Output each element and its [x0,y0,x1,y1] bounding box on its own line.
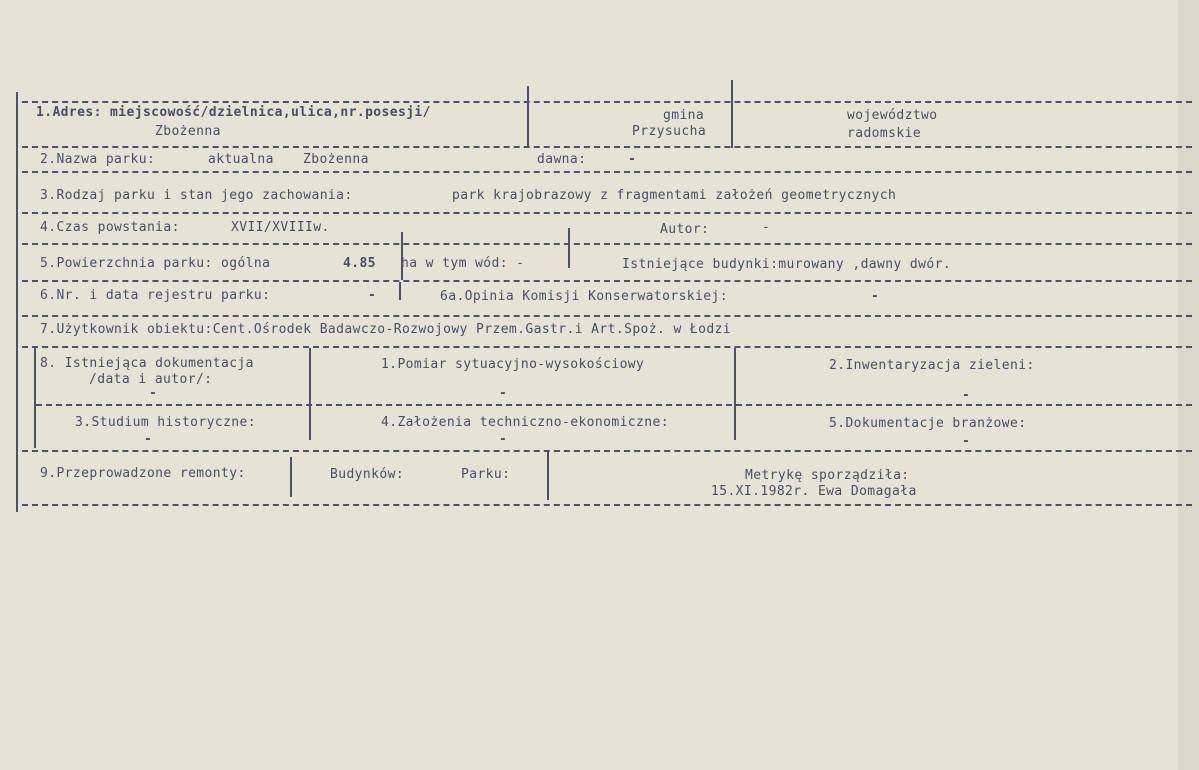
divider-row1-b [731,80,733,148]
existing-documentation-value: - [149,386,158,401]
former-name-label: dawna: [537,152,587,167]
divider-row9-b [547,450,549,500]
prepared-by-value: 15.XI.1982r. Ewa Domagała [711,484,917,499]
divider-row8-b [734,348,736,440]
author-label: Autor: [660,222,710,237]
address-value: Zbożenna [155,124,221,139]
rule-row5-bottom [22,280,1192,282]
current-name-value: Zbożenna [303,152,369,167]
rule-top [22,101,1192,103]
margin-line [16,92,18,512]
buildings-label: Budynków: [330,467,405,482]
greenery-inventory-label: 2.Inwentaryzacja zieleni: [829,358,1035,373]
rule-row3-bottom [22,212,1192,214]
park-type-label: 3.Rodzaj parku i stan jego zachowania: [40,188,353,203]
historical-study-label: 3.Studium historyczne: [75,415,256,430]
rule-row1-bottom [22,146,1192,148]
technical-assumptions-value: - [499,432,508,447]
park-label: Parku: [461,467,511,482]
register-label: 6.Nr. i data rejestru parku: [40,288,271,303]
area-label: 5.Powierzchnia parku: ogólna [40,256,271,271]
current-name-label: aktualna [208,152,274,167]
divider-row8-a [309,348,311,440]
gmina-value: Przysucha [632,124,707,139]
divider-row5-b [568,228,570,268]
water-area: ha w tym wód: - [401,256,525,271]
voivodeship-label: województwo [847,108,938,123]
card-edge [1178,0,1199,770]
rule-row8-middle [36,404,1192,406]
register-value: - [368,288,377,303]
existing-documentation-label: 8. Istniejąca dokumentacja [40,356,254,371]
rule-row2-bottom [22,171,1192,173]
divider-row8-left [34,348,36,448]
creation-time-value: XVII/XVIIIw. [231,220,330,235]
branch-documentation-value: - [962,434,971,449]
gmina-label: gmina [663,108,705,123]
historical-study-value: - [144,432,153,447]
commission-opinion-value: - [871,289,880,304]
rule-bottom [22,504,1192,506]
rule-row7-bottom [22,346,1192,348]
prepared-by-label: Metrykę sporządziła: [745,468,910,483]
branch-documentation-label: 5.Dokumentacje branżowe: [829,416,1027,431]
survey-label: 1.Pomiar sytuacyjno-wysokościowy [381,357,645,372]
divider-row6 [399,282,401,300]
renovations-label: 9.Przeprowadzone remonty: [40,466,246,481]
divider-row9-a [290,457,292,497]
creation-time-label: 4.Czas powstania: [40,220,180,235]
object-user: 7.Użytkownik obiektu:Cent.Ośrodek Badawczo-Rozwojowy Przem.Gastr.i Art.Spoż. w Łodzi [40,322,732,337]
existing-documentation-sub: /data i autor/: [89,372,213,387]
commission-opinion-label: 6a.Opinia Komisji Konserwatorskiej: [440,289,728,304]
rule-row6-bottom [22,315,1192,317]
survey-value: - [499,386,508,401]
divider-row1-a [527,86,529,148]
technical-assumptions-label: 4.Założenia techniczno-ekonomiczne: [381,415,669,430]
greenery-inventory-value: - [962,388,971,403]
voivodeship-value: radomskie [847,126,922,141]
author-value: - [762,220,771,235]
area-value: 4.85 [343,256,376,271]
former-name-value: - [628,152,637,167]
address-label: 1.Adres: miejscowość/dzielnica,ulica,nr.posesji/ [36,105,431,120]
park-type-value: park krajobrazowy z fragmentami założeń geometrycznych [452,188,897,203]
existing-buildings: Istniejące budynki:murowany ,dawny dwór. [622,257,952,272]
park-name-label: 2.Nazwa parku: [40,152,156,167]
rule-row4-bottom [22,243,1192,245]
rule-row8-bottom [22,450,1192,452]
